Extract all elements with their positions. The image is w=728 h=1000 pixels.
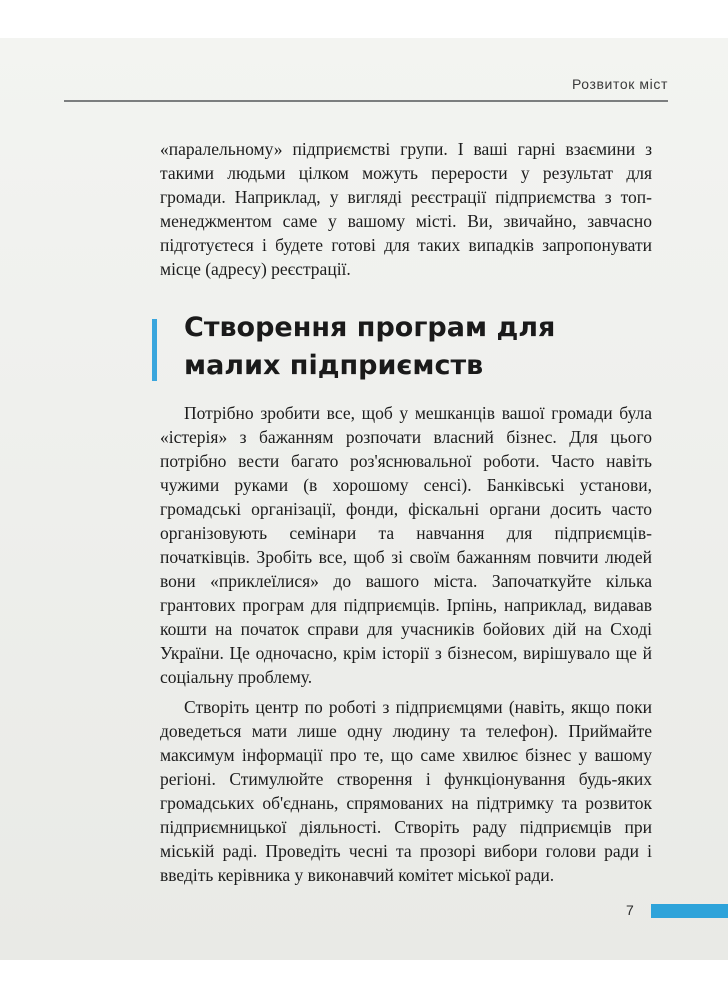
intro-paragraph: «паралельному» підприємстві групи. І ваші гарні взаємини з такими людьми цілком можуть перерости у результат для громади. Наприклад, у вигляді реєстрації підприємства з топ-менеджментом саме у вашому місті. Ви, звичайно, завчасно підготуєтеся і будете готові для таких випадків запропонувати місце (адресу) реєстрації. xyxy=(160,139,652,279)
heading-accent-bar xyxy=(152,319,157,381)
page-number: 7 xyxy=(626,902,634,918)
intro-text-block xyxy=(160,137,652,281)
heading-text xyxy=(184,309,555,385)
page-tab-marker xyxy=(651,904,728,918)
heading-line-1: Створення програм для xyxy=(184,312,556,343)
section-body xyxy=(160,401,652,887)
body-paragraph-1: Потрібно зробити все, щоб у мешканців вашої громади була «істерія» з бажанням розпочати власний бізнес. Для цього потрібно вести багато роз'яснювальної роботи. Часто навіть чужими руками (в хорошому сенсі). Банківські установи, громадські організації, фонди, фіскальні органи досить часто організовують семінари та навчання для підприємців-початківців. Зробіть все, щоб зі своїм бажанням повчити людей вони «приклеїлися» до вашого міста. Започаткуйте кілька грантових програм для підприємців. Ірпінь, наприклад, видавав кошти на початок справи для учасників бойових дій на Сході України. Це одночасно, крім історії з бізнесом, вирішувало ще й соціальну проблему. xyxy=(160,403,652,687)
section-heading xyxy=(152,313,652,383)
running-header: Розвиток міст xyxy=(571,76,668,92)
header-rule xyxy=(64,100,668,102)
body-paragraph-2: Створіть центр по роботі з підприємцями (навіть, якщо поки доведеться мати лише одну людину та телефон). Приймайте максимум інформації про те, що саме хвилює бізнес у вашому регіоні. Стимулюйте створення і функціонування будь-яких громадських об'єднань, спрямованих на підтримку та розвиток підприємницької діяльності. Створіть раду підприємців при міській раді. Проведіть чесні та прозорі вибори голови ради і введіть керівника у виконавчий комітет міської ради. xyxy=(160,697,652,885)
heading-line-2: малих підприємств xyxy=(184,350,484,381)
